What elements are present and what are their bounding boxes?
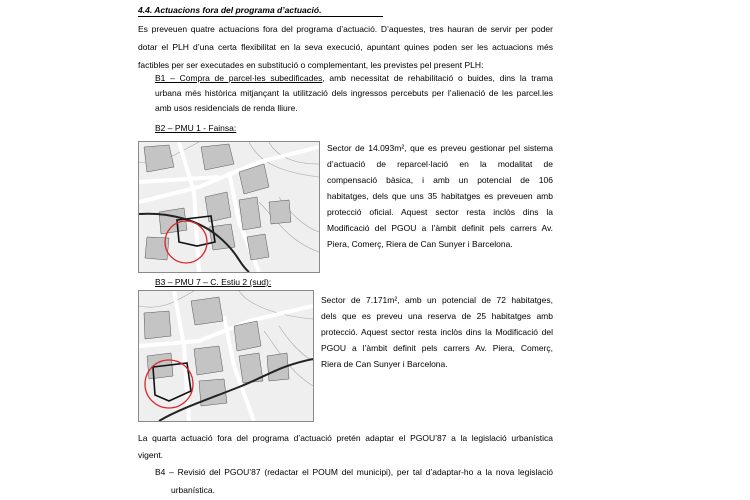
item-b1-title: B1 – Compra de parcel·les subedificades [155, 73, 323, 83]
intro-paragraph [138, 20, 553, 74]
text-line: amb usos residencials de renda lliure. [155, 103, 298, 113]
text-line: protecció oficial. Aquest sector resta inclòs dins la [327, 207, 553, 217]
text-line: Es preveuen quatre actuacions fora del programa d’actuació. D’aquestes, tres hauran de servir per poder [138, 24, 553, 34]
item-b2-title: B2 – PMU 1 - Fainsa: [155, 123, 237, 133]
text-line: protecció. Aquest sector resta inclòs dins la Modificació del [321, 327, 553, 337]
text-line: Piera, Comerç, Riera de Can Sunyer i Barcelona. [327, 239, 513, 249]
item-b2-description [327, 140, 553, 252]
map-pmu7-drawing [139, 291, 313, 421]
text-line: compensació bàsica, i amb un potencial de 106 [327, 175, 553, 185]
text-line: vigent. [138, 450, 164, 460]
text-line: dotar el PLH d’una certa flexibilitat en la seva execució, apuntant quines poden ser les actuacions més [138, 42, 553, 52]
text-line: PGOU a l’àmbit definit pels carrers Av. Piera, Comerç, [321, 343, 553, 353]
text-line: urbana més històrica mitjançant la utilització dels ingressos percebuts per l’alienació de les parcel.les [155, 88, 553, 98]
text-line: dels que es preveu una reserva de 25 habitatges amb [321, 311, 553, 321]
text-line: d’actuació de reparcel·lació en la modalitat de [327, 159, 553, 169]
item-b1 [155, 71, 553, 116]
text-line: Modificació del PGOU a l’àmbit definit pels carrers Av. [327, 223, 553, 233]
text-line: habitatges, dels que uns 35 habitatges es preveuen amb [327, 191, 553, 201]
item-b1-text: , amb necessitat de rehabilitació o buides, dins la trama [322, 73, 554, 83]
map-pmu1-fainsa [138, 141, 320, 273]
text-line: factibles per ser executades en substitució o complementant, les previstes pel present PLH: [138, 60, 484, 70]
text-line: La quarta actuació fora del programa d’actuació pretén adaptar el PGOU’87 a la legislació urbanística [138, 433, 553, 443]
item-b4 [155, 463, 553, 499]
text-line: B4 – Revisió del PGOU’87 (redactar el POUM del municipi), per tal d’adaptar-ho a la nova legislació [155, 467, 553, 477]
section-heading: 4.4. Actuacions fora del programa d’actuació. [138, 4, 383, 17]
text-line: urbanística. [171, 485, 215, 495]
fourth-action-paragraph [138, 430, 553, 464]
text-line: Sector de 7.171m², amb un potencial de 72 habitatges, [321, 295, 553, 305]
map-pmu7-estiu [138, 290, 314, 422]
text-line [155, 71, 553, 86]
text-line: Riera de Can Sunyer i Barcelona. [321, 359, 448, 369]
item-b3-title: B3 – PMU 7 – C. Estiu 2 (sud): [155, 277, 272, 287]
item-b3-description [321, 292, 553, 372]
building-blocks [144, 297, 289, 406]
map-pmu1-drawing [139, 142, 319, 272]
text-line: Sector de 14.093m², que es preveu gestionar pel sistema [327, 143, 553, 153]
